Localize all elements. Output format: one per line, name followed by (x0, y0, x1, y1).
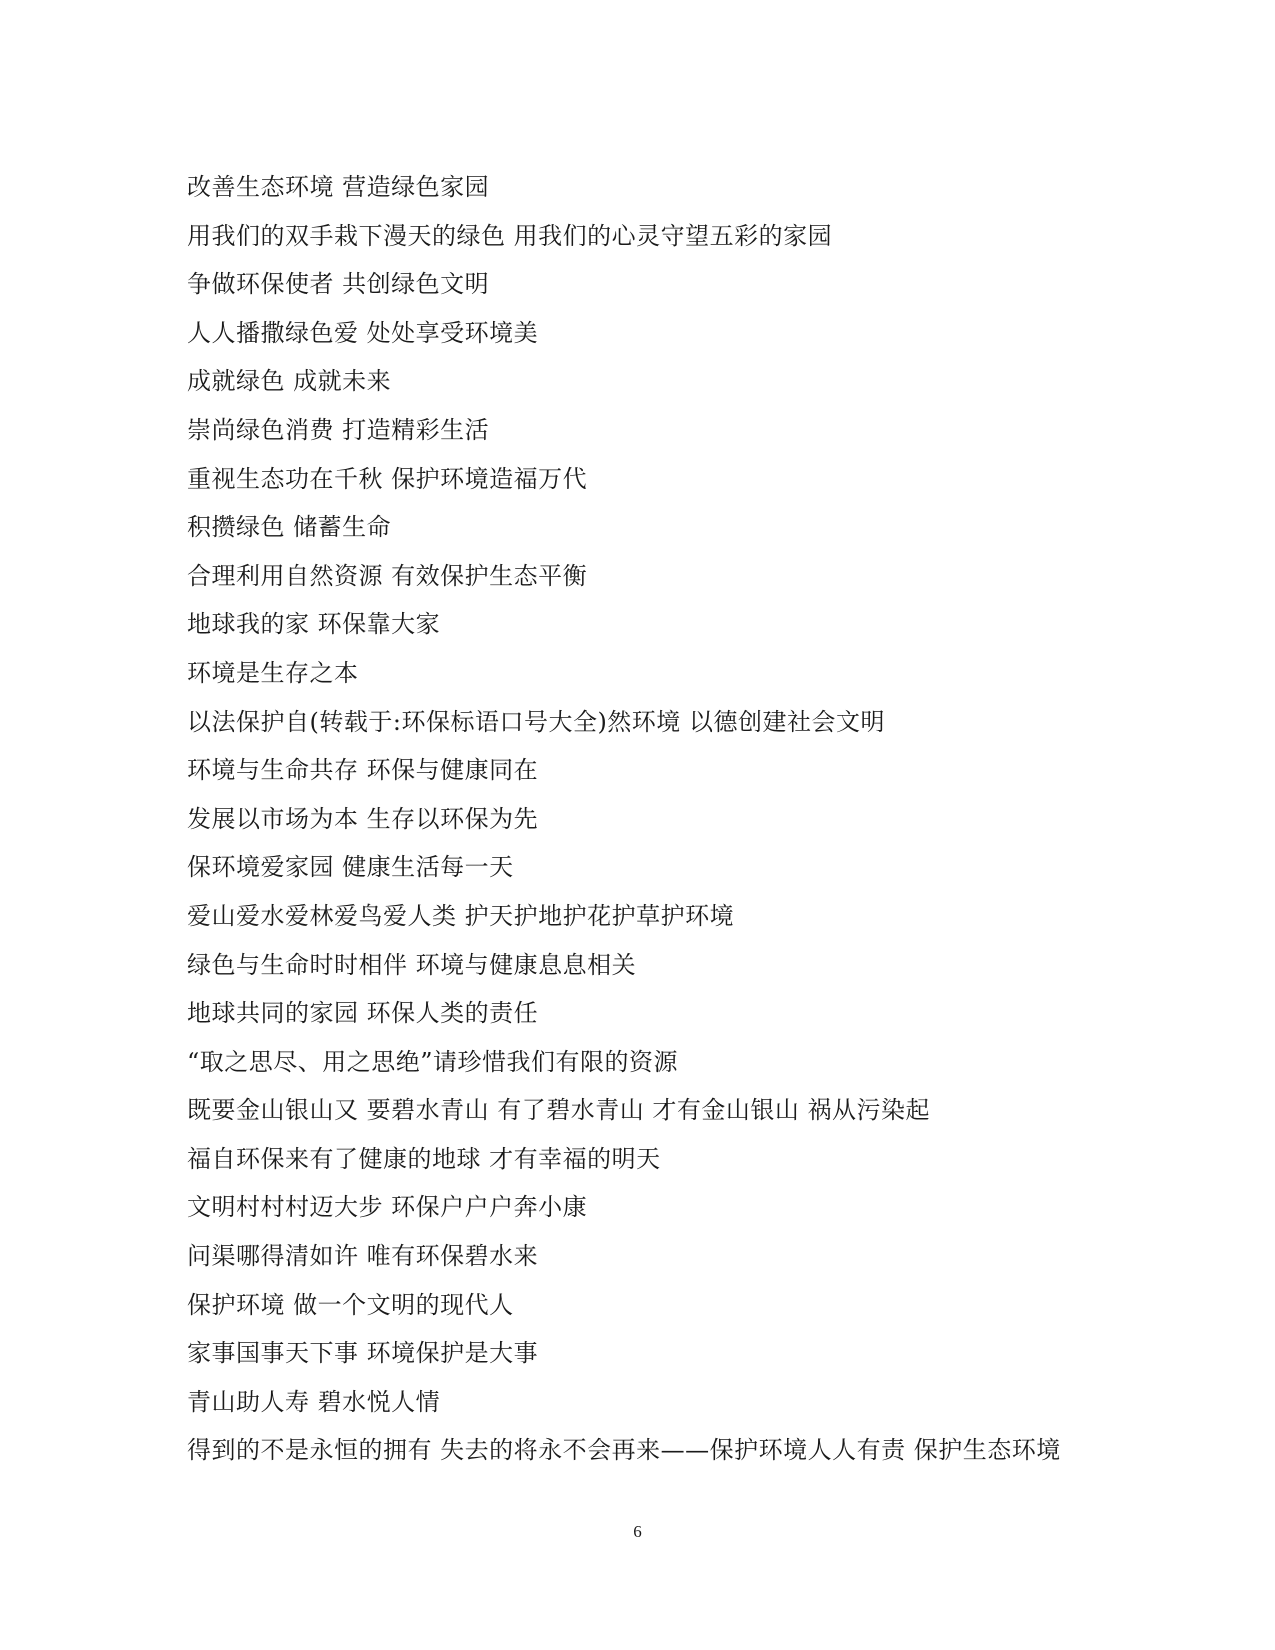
slogan-line: 保护环境 做一个文明的现代人 (187, 1290, 514, 1319)
slogan-line: 家事国事天下事 环境保护是大事 (187, 1339, 539, 1368)
slogan-line: 绿色与生命时时相伴 环境与健康息息相关 (187, 950, 637, 979)
slogan-line: 既要金山银山又 要碧水青山 有了碧水青山 才有金山银山 祸从污染起 (187, 1096, 931, 1125)
slogan-line: “取之思尽、用之思绝”请珍惜我们有限的资源 (187, 1047, 679, 1076)
slogan-line: 问渠哪得清如许 唯有环保碧水来 (187, 1242, 539, 1271)
slogan-line: 发展以市场为本 生存以环保为先 (187, 804, 539, 833)
slogan-line: 得到的不是永恒的拥有 失去的将永不会再来——保护环境人人有责 保护生态环境 (187, 1436, 1061, 1465)
slogan-line: 成就绿色 成就未来 (187, 367, 392, 396)
slogan-line: 合理利用自然资源 有效保护生态平衡 (187, 561, 588, 590)
slogan-line: 福自环保来有了健康的地球 才有幸福的明天 (187, 1144, 661, 1173)
slogan-line: 地球共同的家园 环保人类的责任 (187, 999, 539, 1028)
slogan-line: 改善生态环境 营造绿色家园 (187, 173, 490, 201)
slogan-line: 重视生态功在千秋 保护环境造福万代 (187, 464, 588, 493)
slogan-line: 地球我的家 环保靠大家 (187, 610, 441, 639)
slogan-line: 以法保护自(转载于:环保标语口号大全)然环境 以德创建社会文明 (187, 707, 885, 736)
slogan-line: 争做环保使者 共创绿色文明 (187, 270, 490, 299)
slogan-line: 环境与生命共存 环保与健康同在 (187, 756, 539, 785)
slogan-line: 用我们的双手栽下漫天的绿色 用我们的心灵守望五彩的家园 (187, 221, 833, 250)
page-number: 6 (633, 1522, 642, 1541)
slogan-line: 青山助人寿 碧水悦人情 (187, 1387, 441, 1416)
slogan-line: 人人播撒绿色爱 处处享受环境美 (187, 318, 539, 347)
slogan-line: 保环境爱家园 健康生活每一天 (187, 853, 514, 882)
slogan-line: 爱山爱水爱林爱鸟爱人类 护天护地护花护草护环境 (187, 901, 735, 930)
slogan-list (187, 163, 1187, 1475)
slogan-line: 文明村村村迈大步 环保户户户奔小康 (187, 1193, 588, 1222)
slogan-line: 环境是生存之本 (187, 658, 359, 687)
slogan-line: 积攒绿色 储蓄生命 (187, 513, 392, 542)
slogan-line: 崇尚绿色消费 打造精彩生活 (187, 415, 490, 444)
